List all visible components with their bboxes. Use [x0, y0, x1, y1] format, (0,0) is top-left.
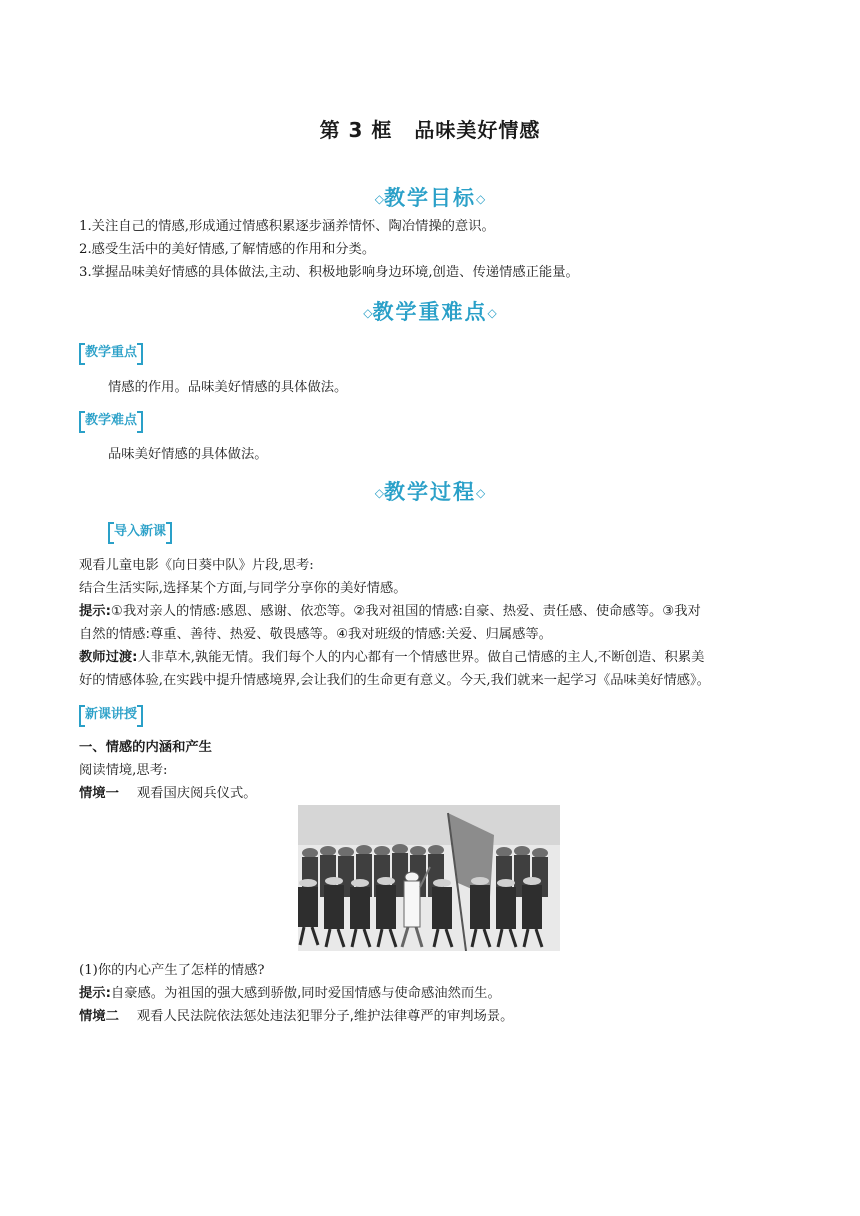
section-heading-process: [0, 476, 860, 506]
question-one-hint: [79, 985, 784, 1003]
hint-label: 提示:: [79, 986, 111, 1001]
scene-two-text: 观看人民法院依法惩处违法犯罪分子,维护法律尊严的审判场景。: [136, 1009, 514, 1024]
tag-intro: 导入新课: [108, 522, 172, 542]
scene-two-label: 情境二: [79, 1009, 119, 1024]
title-name: 品味美好情感: [414, 118, 541, 142]
scene-one-label: 情境一: [79, 786, 119, 801]
diamond-icon: ◇: [487, 306, 497, 320]
tag-difficulty: 教学难点: [79, 411, 143, 431]
intro-hint: [79, 603, 784, 621]
scene-one: [79, 785, 784, 803]
lesson-heading: 一、情感的内涵和产生: [79, 740, 212, 755]
diamond-icon: ◇: [363, 306, 373, 320]
section-key-label: 教学重难点: [372, 300, 488, 324]
title-frame: 第 3 框: [319, 118, 393, 142]
diamond-icon: ◇: [374, 192, 384, 206]
tag-focus: 教学重点: [79, 343, 143, 363]
hint-text: 自豪感。为祖国的强大感到骄傲,同时爱国情感与使命感油然而生。: [110, 986, 501, 1001]
transition-text: 人非草木,孰能无情。我们每个人的内心都有一个情感世界。做自己情感的主人,不断创造、积累美: [137, 650, 705, 665]
diamond-icon: ◇: [476, 486, 486, 500]
tag-new-lesson: 新课讲授: [79, 705, 143, 725]
section-heading-goals: [0, 182, 860, 212]
section-goals-label: 教学目标: [384, 186, 476, 210]
diamond-icon: ◇: [476, 192, 486, 206]
diamond-icon: ◇: [374, 486, 384, 500]
section-heading-key: [0, 296, 860, 326]
lesson-read: 阅读情境,思考:: [79, 763, 168, 778]
hint-label: 提示:: [79, 604, 111, 619]
parade-photo: [298, 805, 560, 951]
focus-text: 情感的作用。品味美好情感的具体做法。: [108, 380, 348, 395]
goal-item: 3.掌握品味美好情感的具体做法,主动、积极地影响身边环境,创造、传递情感正能量。: [79, 265, 579, 280]
intro-transition-cont: 好的情感体验,在实践中提升情感境界,会让我们的生命更有意义。今天,我们就来一起学习《品味美好情感》。: [79, 673, 710, 688]
hint-text: ①我对亲人的情感:感恩、感谢、依恋等。②我对祖国的情感:自豪、热爱、责任感、使命感等。③我对: [110, 604, 701, 619]
transition-label: 教师过渡:: [79, 650, 138, 665]
question-one: (1)你的内心产生了怎样的情感?: [79, 963, 265, 978]
page-title: [0, 114, 860, 143]
difficulty-text: 品味美好情感的具体做法。: [108, 447, 268, 462]
goal-item: 1.关注自己的情感,形成通过情感积累逐步涵养情怀、陶冶情操的意识。: [79, 219, 495, 234]
scene-one-text: 观看国庆阅兵仪式。: [136, 786, 257, 801]
section-process-label: 教学过程: [384, 480, 476, 504]
parade-illustration: [298, 805, 560, 951]
intro-transition: [79, 649, 784, 667]
goal-item: 2.感受生活中的美好情感,了解情感的作用和分类。: [79, 242, 376, 257]
intro-line: 观看儿童电影《向日葵中队》片段,思考:: [79, 558, 314, 573]
intro-hint-cont: 自然的情感:尊重、善待、热爱、敬畏感等。④我对班级的情感:关爱、归属感等。: [79, 627, 552, 642]
intro-line: 结合生活实际,选择某个方面,与同学分享你的美好情感。: [79, 581, 407, 596]
scene-two: [79, 1008, 784, 1026]
